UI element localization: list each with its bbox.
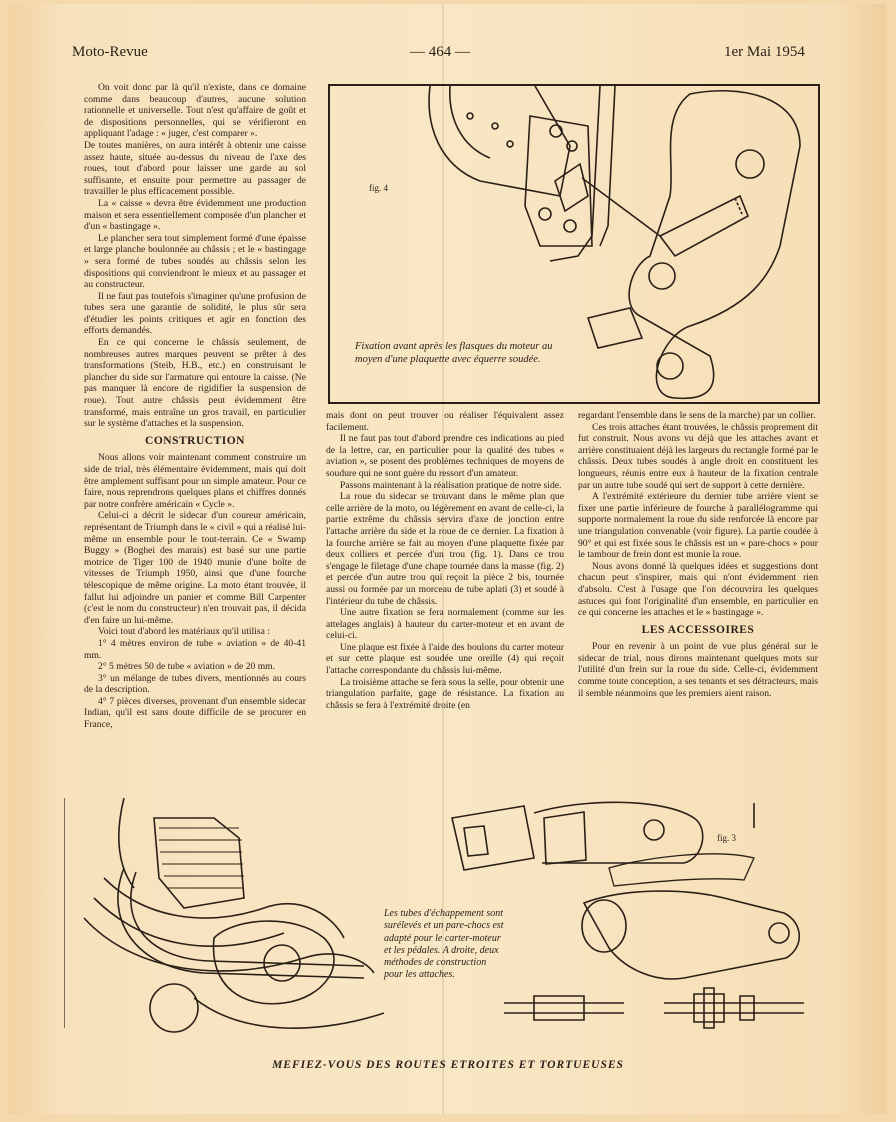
figure-3-caption: Les tubes d'échappement sont surélevés et un pare-chocs est adapté pour le carter-moteur et les pédales. A droite, deux méthodes de construction pour les attaches. [384,908,504,981]
column-2 [326,410,564,711]
paragraph: On voit donc par là qu'il n'existe, dans ce domaine comme dans beaucoup d'autres, aucune solution rationnelle et universelle. Tout n'est qu'affaire de goût et de dispositions personnelles, qui se vérifieront en appliquant l'adage : « juger, c'est comparer ». [84,82,306,140]
issue-date: 1er Mai 1954 [724,44,805,60]
figure-4-caption: Fixation avant après les flasques du moteur au moyen d'une plaquette avec équerre soudée. [355,341,553,365]
paragraph: De toutes manières, on aura intérêt à obtenir une caisse assez haute, située au-dessus du niveau de l'axe des roues, tout d'abord pour laisser une garde au sol suffisante, et ensuite pour permettre au passager de travailler le plus efficacement possible. [84,139,306,198]
paragraph: A l'extrémité extérieure du dernier tube arrière vient se fixer une partie inférieure de fourche à parallélogramme qui supporte normalement la roue du side renforcée là encore par une triangulation convenable (voir figure). La partie coudée à 90° et qui est fixée sous le châssis est un « pare-chocs » pour le tambour de frein dont est munie la roue. [578,491,818,561]
footer-slogan: MEFIEZ-VOUS DES ROUTES ETROITES ET TORTUEUSES [272,1059,624,1071]
section-heading-construction: CONSTRUCTION [145,434,245,447]
paragraph: Ces trois attaches étant trouvées, le châssis proprement dit fut construit. Nous avons vu déjà que les attaches avant et arrière constituaient déjà les largeurs du rectangle formé par le châssis. Deux tubes soudés à angle droit en constituent les longueurs, réunis entre eux à hauteur de la fixation centrale par un autre tube soudé qui sert de support à cette dernière. [578,421,818,491]
materials-item: 2° 5 mètres 50 de tube « aviation » de 20 mm. [98,661,276,673]
section-heading-accessoires: LES ACCESSOIRES [641,623,755,636]
figure-3-label: fig. 3 [717,833,736,843]
materials-item: 3° un mélange de tubes divers, mentionnés au cours de la description. [84,672,306,696]
paragraph: Pour en revenir à un point de vue plus général sur le sidecar de trial, nous dirons maintenant quelques mots sur l'utilité d'un frein sur la roue du side. Celle-ci, évidemment comme toute conception, a ses tenants et ses détracteurs, mais il semble néanmoins que les premiers aient raison. [578,641,818,699]
paragraph: Le plancher sera tout simplement formé d'une épaisse et large planche boulonnée au châssis ; et le « bastingage » sera formé de tubes soudés au châssis selon les dispositions qui conviendront le mieux et au passager et au constructeur. [84,232,306,291]
paragraph: Nous avons donné là quelques idées et suggestions dont chacun peut s'inspirer, mais qui n'ont évidemment rien d'absolu. C'est à l'usage que l'on découvrira les quelques astuces qui font l'originalité d'un ensemble, en particulier en ce qui concerne les attaches et le « bastingage ». [578,560,818,619]
page-number: — 464 — [410,44,470,60]
paragraph: En ce qui concerne le châssis seulement, de nombreuses autres marques peuvent se prêter à des transformations (Steib, H.B., etc.) en construisant le plancher du side sur l'armature qui entoure la caisse. (Ne pas manquer là encore de rigidifier la suspension de roue). Tout autre châssis peut évidemment être transformé, mais entraîne un gros travail, en particulier sur le système d'attaches et la suspension. [84,337,306,430]
paragraph: Voici tout d'abord les matériaux qu'il utilisa : [98,626,270,638]
paragraph: mais dont on peut trouver ou réaliser l'équivalent assez facilement. [326,410,564,433]
materials-item: 1° 4 mètres environ de tube « aviation » de 40-41 mm. [84,637,306,661]
figure-4-label: fig. 4 [369,183,388,193]
paragraph: Il ne faut pas toutefois s'imaginer qu'une profusion de tubes sera une garantie de solidité, le plus sûr sera d'étudier les points critiques et agir en fonction des efforts demandés. [84,290,306,337]
paragraph: La troisième attache se fera sous la selle, pour obtenir une triangulation parfaite, gage de résistance. La fixation au châssis se fera à l'extrémité droite (en [326,676,564,711]
magazine-title: Moto-Revue [72,44,148,60]
paragraph: La roue du sidecar se trouvant dans le même plan que celle arrière de la moto, ou légèrement en avant de celle-ci, la partie extrême du châssis servira d'axe de jonction entre l'attache arrière du side et la roue de ce dernier. La fixation à la fourche arrière se fait au moyen d'une plaquette fixée par deux colliers et percée d'un trou (fig. 1). Dans ce trou s'engage le filetage d'une chape tournée dans la masse (fig. 2) et percée d'un autre trou qui reçoit la pièce 2 bis, tournée aussi ou formée par un morceau de tube aplati (3) et soudé à l'intérieur du tube de châssis. [326,491,564,607]
materials-item: 4° 7 pièces diverses, provenant d'un ensemble sidecar Indian, qu'il est sans doute difficile de se procurer en France, [84,695,306,731]
paragraph: La « caisse » devra être évidemment une production maison et sera essentiellement composée d'un plancher et d'un « bastingage ». [84,197,306,233]
paragraph: regardant l'ensemble dans le sens de la marche) par un collier. [578,410,816,421]
paragraph: Passons maintenant à la réalisation pratique de notre side. [340,479,562,491]
paragraph: Une plaque est fixée à l'aide des boulons du carter moteur et sur cette plaque est soudée une oreille (4) qui reçoit l'attache correspondante du châssis lui-même. [326,641,564,677]
paragraph: Celui-ci a décrit le sidecar d'un coureur américain, représentant de Triumph dans le « civil » qui a réalisé lui-même un ensemble pour le tout-terrain. Ce « Swamp Buggy » (Boghei des marais) est basé sur une partie motrice de Tiger 100 de 1940 munie d'une boîte de vitesses de Triumph 1950, ainsi que d'une fourche télescopique de même origine. La moto étant trouvée, il fallut lui adjoindre un panier et comme Bill Carpenter (c'est le nom du constructeur) n'en trouvait pas, il décida d'en faire un lui-même. [84,510,306,626]
intro-text [84,82,306,430]
paragraph: Une autre fixation se fera normalement (comme sur les attelages anglais) à hauteur du carter-moteur et en avant de celui-ci. [326,607,564,642]
paragraph: Il ne faut pas tout d'abord prendre ces indications au pied de la lettre, car, en particulier pour la qualité des tubes « aviation », se posent des problèmes techniques de moyens de soudure qui ne sont guère du ressort d'un amateur. [326,433,564,479]
paragraph: Nous allons voir maintenant comment construire un side de trial, très élémentaire évidemment, mais qui doit être amplement suffisant pour un simple amateur. Pour ce faire, nous reprendrons quelques plans et chiffres donnés par notre confrère américain « Cycle ». [84,452,306,510]
column-1 [84,82,306,731]
column-3 [578,410,818,699]
